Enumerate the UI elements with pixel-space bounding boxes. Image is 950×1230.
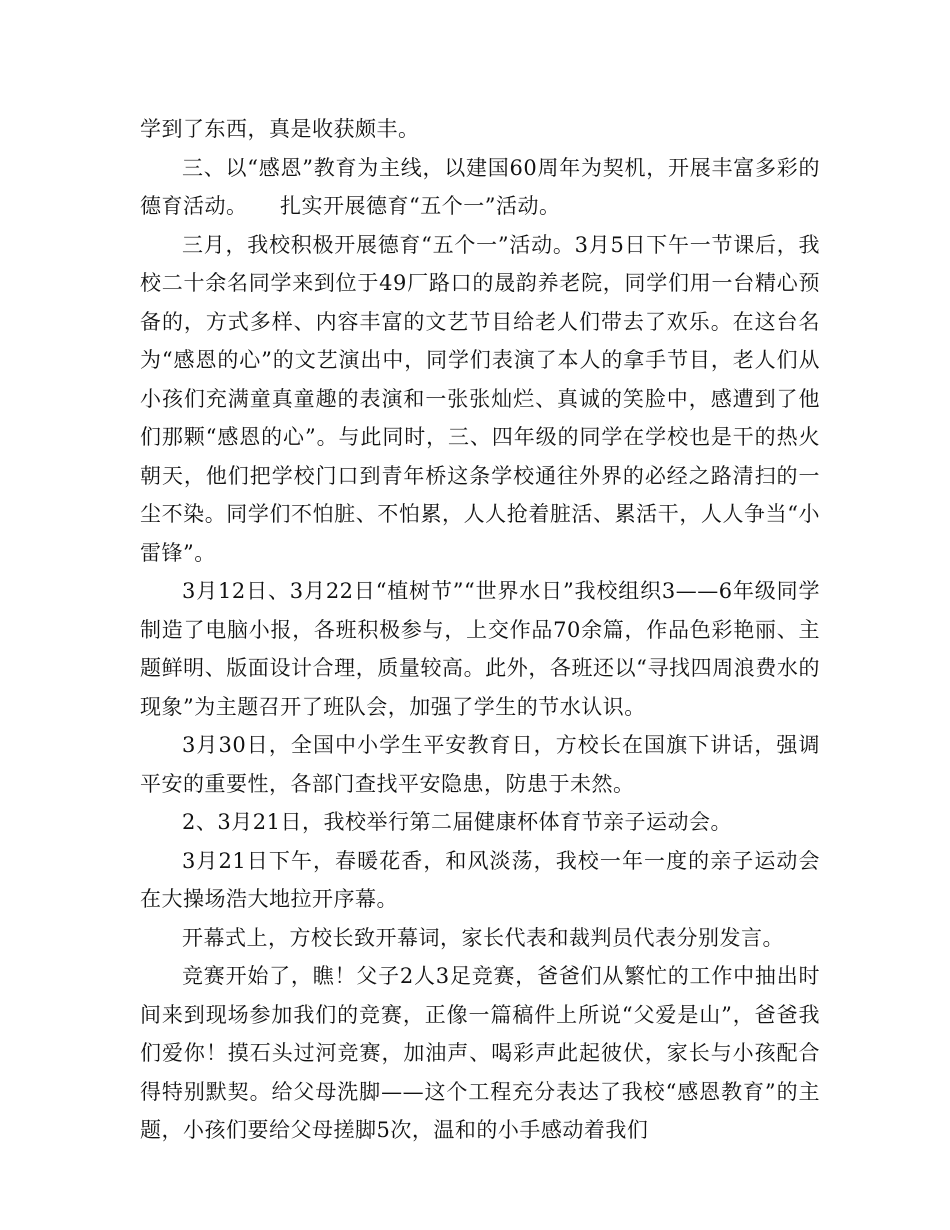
paragraph-competition: 竞赛开始了，瞧！父子2人3足竞赛，爸爸们从繁忙的工作中抽出时间来到现场参加我们的竞赛，正像一篇稿件上所说“父爱是山”，爸爸我们爱你！摸石头过河竞赛，加油声、喝彩声此起彼伏，家长与小孩配合得特别默契。给父母洗脚——这个工程充分表达了我校“感恩教育”的主题，小孩们要给父母搓脚5次，温和的小手感动着我们 bbox=[140, 964, 820, 1142]
paragraph-opening-ceremony: 开幕式上，方校长致开幕词，家长代表和裁判员代表分别发言。 bbox=[182, 925, 784, 950]
paragraph-sports-festival-heading: 2、3月21日，我校举行第二届健康杯体育节亲子运动会。 bbox=[182, 810, 732, 834]
paragraph-sports-festival-opening: 3月21日下午，春暖花香，和风淡荡，我校一年一度的亲子运动会在大操场浩大地拉开序幕。 bbox=[140, 848, 820, 911]
paragraph-march-activities: 三月，我校积极开展德育“五个一”活动。3月5日下午一节课后，我校二十余名同学来到位于49厂路口的晟韵养老院，同学们用一台精心预备的，方式多样、内容丰富的文艺节目给老人们带去了欢乐。在这台名为“感恩的心”的文艺演出中，同学们表演了本人的拿手节目，老人们从小孩们充满童真童趣的表演和一张张灿烂、真诚的笑脸中，感遭到了他们那颗“感恩的心”。与此同时，三、四年级的同学在学校也是干的热火朝天，他们把学校门口到青年桥这条学校通往外界的必经之路清扫的一尘不染。同学们不怕脏、不怕累，人人抢着脏活、累活干，人人争当“小雷锋”。 bbox=[140, 232, 820, 565]
paragraph-continuation: 学到了东西，真是收获颇丰。 bbox=[140, 117, 420, 141]
paragraph-arbor-water-day: 3月12日、3月22日“植树节”“世界水日”我校组织3——6年级同学制造了电脑小报，各班积极参与，上交作品70余篇，作品色彩艳丽、主题鲜明、版面设计合理，质量较高。此外，各班还以“寻找四周浪费水的现象”为主题召开了班队会，加强了学生的节水认识。 bbox=[140, 579, 820, 719]
paragraph-section-three-heading: 三、以“感恩”教育为主线，以建国60周年为契机，开展丰富多彩的德育活动。 扎实开展德育“五个一”活动。 bbox=[140, 155, 820, 218]
document-body bbox=[140, 110, 820, 1150]
paragraph-safety-day: 3月30日，全国中小学生平安教育日，方校长在国旗下讲话，强调平安的重要性，各部门查找平安隐患，防患于未然。 bbox=[140, 733, 820, 796]
